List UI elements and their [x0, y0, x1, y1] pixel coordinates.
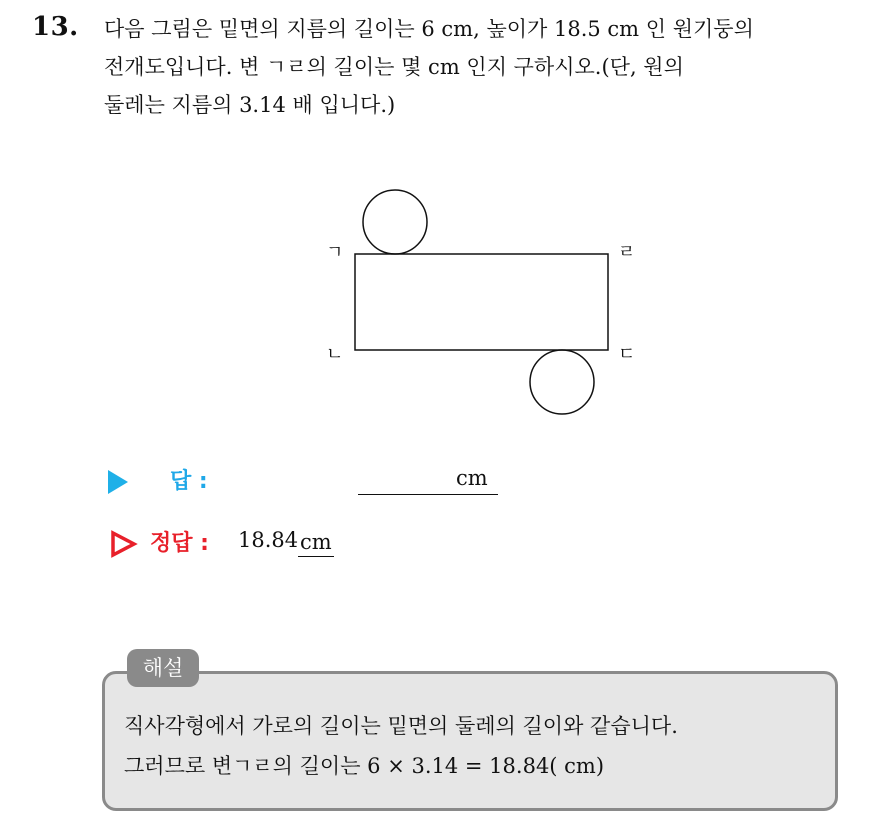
vertex-label-giyeok: ㄱ	[326, 242, 344, 263]
correct-answer-value: 18.84	[238, 528, 299, 552]
explanation-line: 그러므로 변ㄱㄹ의 길이는 6 × 3.14 = 18.84( cm)	[124, 754, 605, 778]
lateral-rectangle	[355, 254, 608, 350]
cylinder-net-figure	[320, 180, 660, 420]
vertex-label-digeut: ㄷ	[618, 344, 636, 365]
answer-label: 답 :	[170, 469, 208, 494]
explanation-line: 직사각형에서 가로의 길이는 밑면의 둘레의 길이와 같습니다.	[124, 714, 678, 738]
play-arrow-icon	[108, 470, 128, 494]
question-number: 13.	[32, 12, 79, 42]
bottom-base-circle	[530, 350, 594, 414]
question-line: 전개도입니다. 변 ㄱㄹ의 길이는 몇 cm 인지 구하시오.(단, 원의	[104, 55, 684, 79]
answer-unit: cm	[456, 466, 488, 490]
correct-answer-row	[108, 524, 628, 564]
vertex-label-rieul: ㄹ	[618, 242, 636, 263]
outline-arrow-icon	[110, 530, 138, 558]
cylinder-net-svg	[320, 180, 660, 420]
question-line: 다음 그림은 밑면의 지름의 길이는 6 cm, 높이가 18.5 cm 인 원기둥의	[104, 17, 754, 41]
explanation-tag: 해설	[127, 649, 199, 687]
explanation-text	[124, 706, 824, 786]
question-line: 둘레는 지름의 3.14 배 입니다.)	[104, 93, 396, 117]
correct-answer-label: 정답 :	[150, 531, 209, 556]
top-base-circle	[363, 190, 427, 254]
vertex-label-nieun: ㄴ	[326, 344, 344, 365]
question-text	[104, 10, 864, 124]
answer-row	[108, 462, 628, 502]
correct-answer-unit: cm	[298, 528, 334, 557]
